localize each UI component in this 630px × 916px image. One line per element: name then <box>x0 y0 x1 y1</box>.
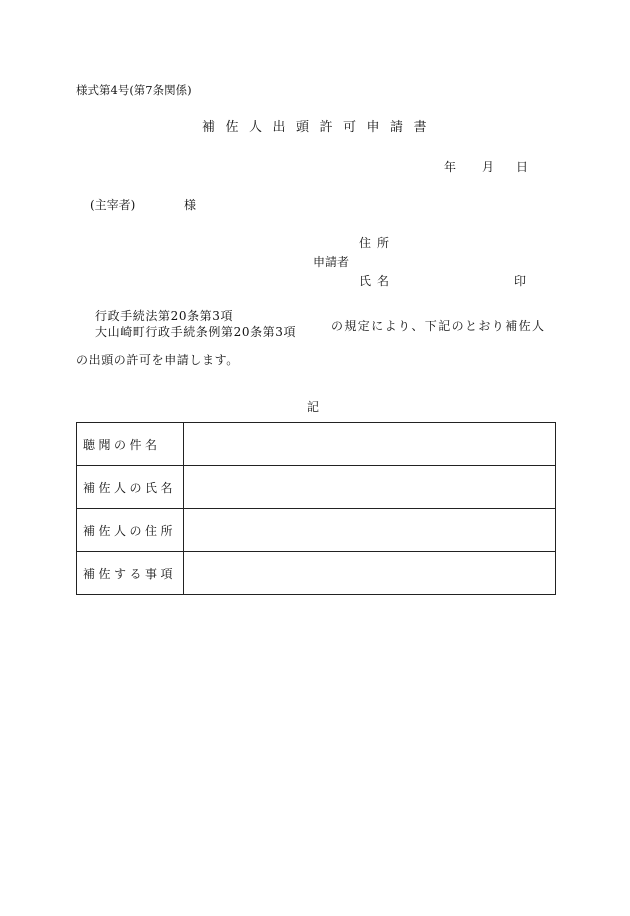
form-number: 様式第4号(第7条関係) <box>76 83 192 97</box>
row-value-assistant-name[interactable] <box>184 466 556 509</box>
law-reference-1: 行政手続法第20条第3項 <box>95 309 234 323</box>
row-value-hearing-subject[interactable] <box>184 423 556 466</box>
row-label-assistant-name: 補佐人の氏名 <box>77 466 184 509</box>
table-row <box>77 509 556 552</box>
table-row <box>77 466 556 509</box>
row-label-assistant-address: 補佐人の住所 <box>77 509 184 552</box>
table-row <box>77 552 556 595</box>
ki-heading: 記 <box>307 400 320 414</box>
row-label-hearing-subject: 聴聞の件名 <box>77 423 184 466</box>
page-title: 補佐人出頭許可申請書 <box>202 120 438 135</box>
name-label: 氏名 <box>359 274 396 288</box>
row-label-assistance-matters: 補佐する事項 <box>77 552 184 595</box>
law-reference-2: 大山崎町行政手続条例第20条第3項 <box>95 325 297 339</box>
statement-text-1: の規定により、下記のとおり補佐人 <box>331 319 546 333</box>
date-year-label: 年 <box>444 160 457 174</box>
addressee-label: (主宰者) <box>90 198 136 212</box>
details-table <box>76 422 556 595</box>
applicant-label: 申請者 <box>313 255 350 269</box>
row-value-assistant-address[interactable] <box>184 509 556 552</box>
date-month-label: 月 <box>482 160 495 174</box>
row-value-assistance-matters[interactable] <box>184 552 556 595</box>
table-row <box>77 423 556 466</box>
statement-text-2: の出頭の許可を申請します。 <box>76 353 239 367</box>
address-label: 住所 <box>359 236 396 250</box>
date-day-label: 日 <box>516 160 529 174</box>
addressee-honorific: 様 <box>184 198 197 212</box>
seal-label: 印 <box>514 274 527 288</box>
